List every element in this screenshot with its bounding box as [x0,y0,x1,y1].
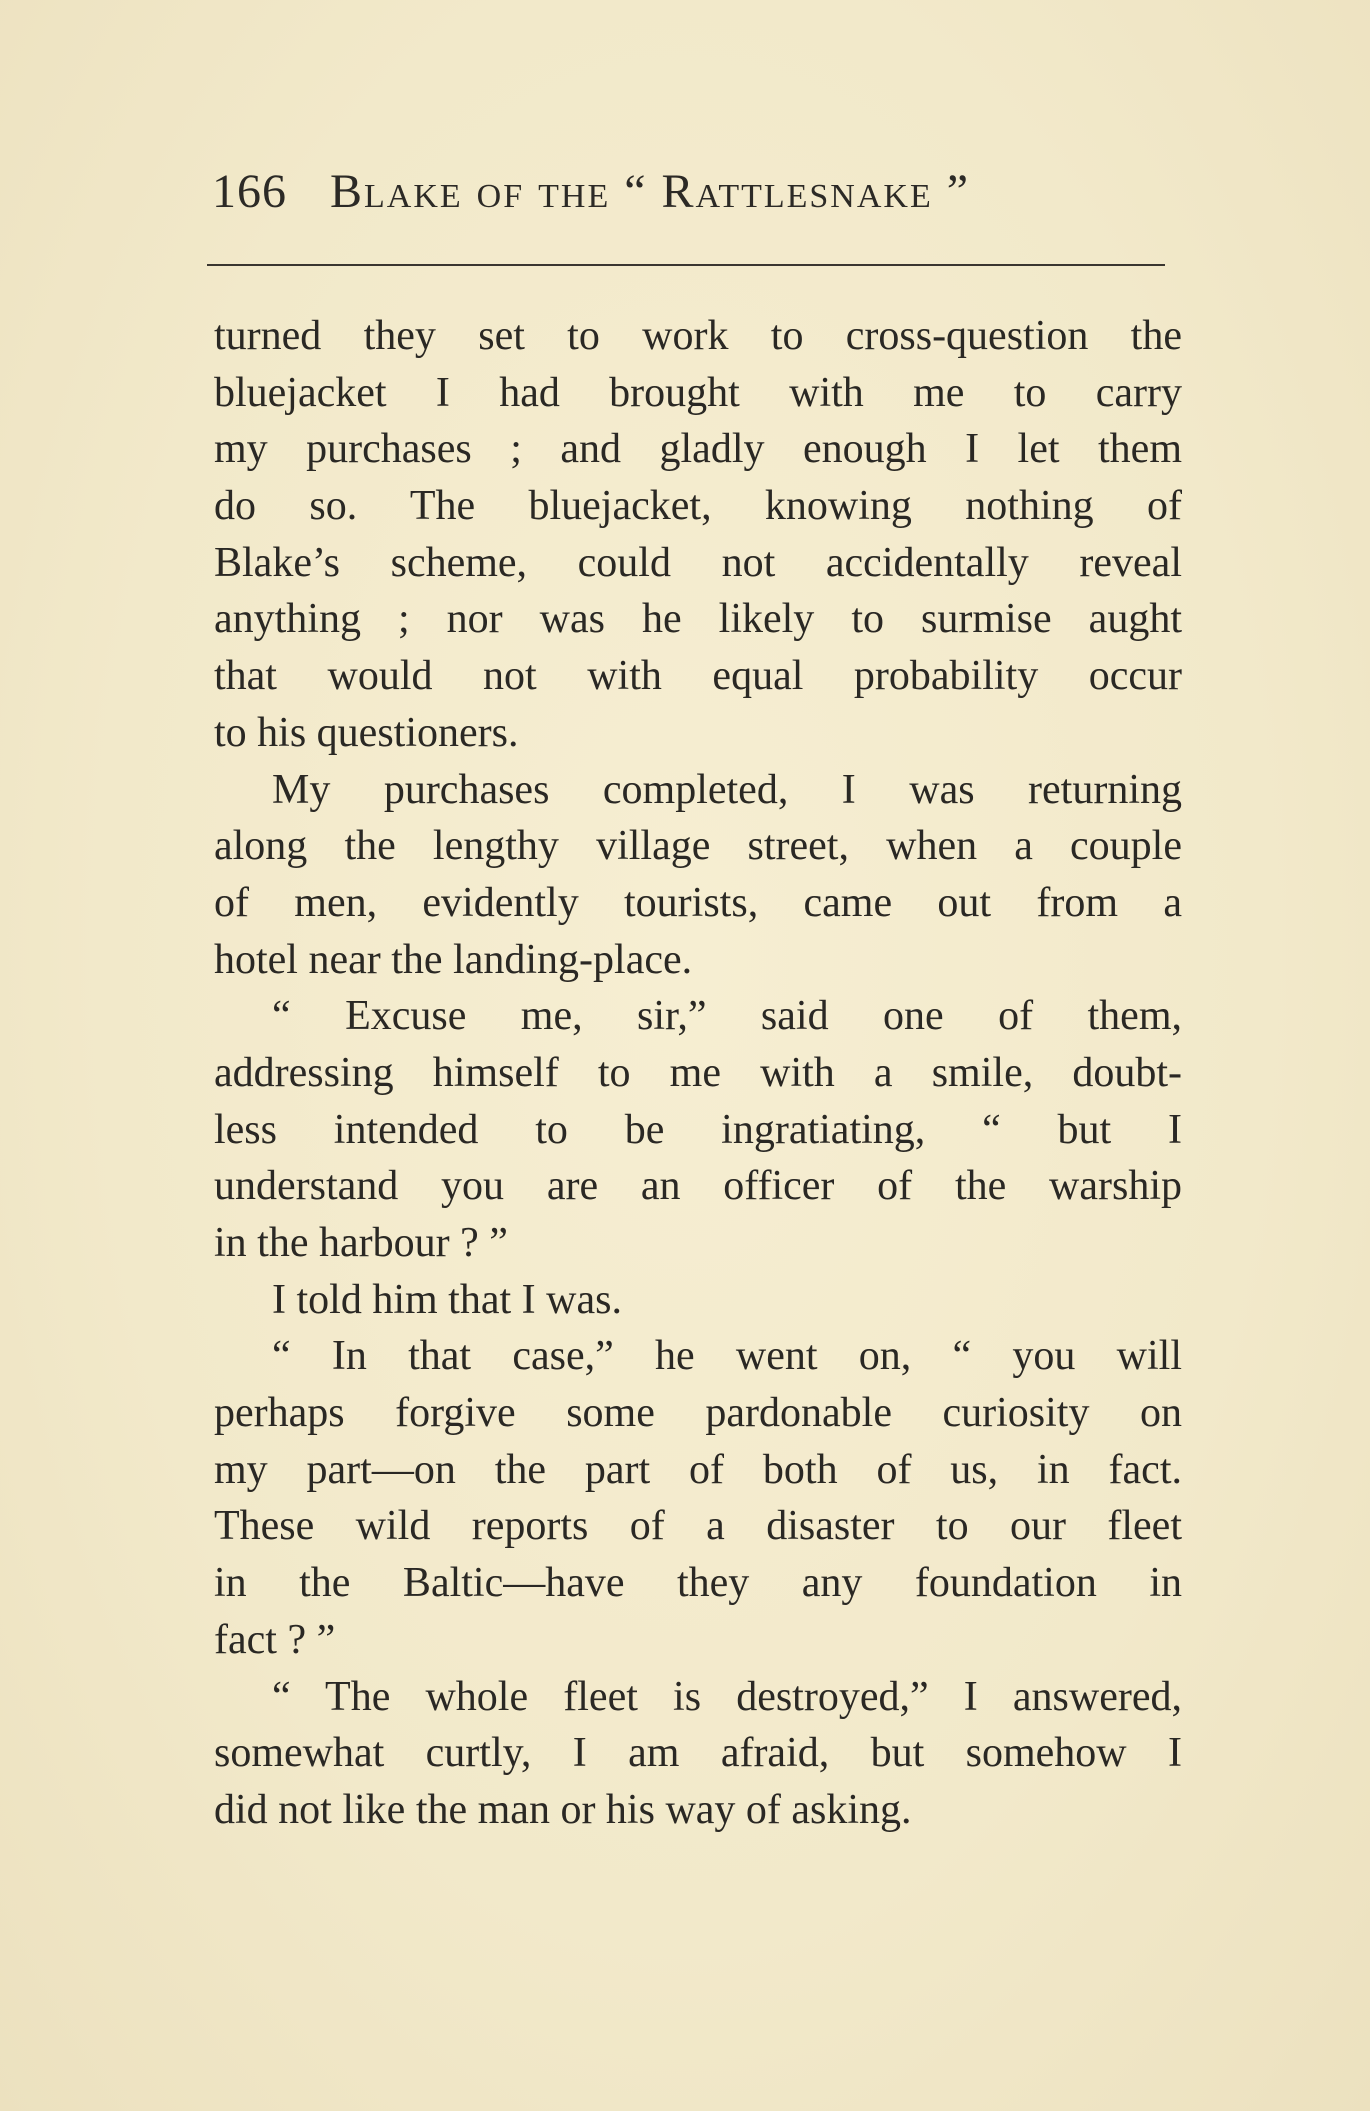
text-line: Blake’s scheme, could not accidentally reveal [214,539,1182,586]
running-head [212,164,1192,234]
text-line: “ The whole fleet is destroyed,” I answered, [272,1673,1182,1720]
text-line: my purchases ; and gladly enough I let them [214,426,1182,473]
text-line: “ Excuse me, sir,” said one of them, [272,993,1182,1040]
text-line: perhaps forgive some pardonable curiosity on [214,1390,1182,1437]
text-line: My purchases completed, I was returning [272,766,1182,813]
text-line: anything ; nor was he likely to surmise aught [214,596,1182,643]
running-title: Blake of the “ Rattlesnake ” [330,165,971,218]
text-line: in the harbour ? ” [214,1220,508,1266]
text-line: along the lengthy village street, when a couple [214,823,1182,870]
page-number: 166 [212,165,287,218]
text-line: do so. The bluejacket, knowing nothing of [214,483,1182,530]
text-line: “ In that case,” he went on, “ you will [272,1333,1182,1380]
text-line: addressing himself to me with a smile, doubt- [214,1049,1182,1096]
text-line: that would not with equal probability occur [214,653,1182,700]
text-line: I told him that I was. [272,1276,622,1323]
text-line: did not like the man or his way of asking. [214,1786,912,1833]
text-line: hotel near the landing-place. [214,936,693,983]
text-line: in the Baltic—have they any foundation in [214,1560,1182,1607]
text-line: understand you are an officer of the warship [214,1163,1182,1210]
text-line: turned they set to work to cross-question the [214,313,1182,359]
header-rule [207,264,1165,266]
text-line: somewhat curtly, I am afraid, but somehow I [214,1730,1182,1777]
text-line: fact ? ” [214,1616,336,1663]
text-line: of men, evidently tourists, came out from a [214,879,1182,926]
text-line: less intended to be ingratiating, “ but I [214,1106,1182,1153]
text-line: to his questioners. [214,709,519,756]
text-line: These wild reports of a disaster to our fleet [214,1503,1182,1550]
text-line: bluejacket I had brought with me to carry [214,369,1182,416]
text-line: my part—on the part of both of us, in fact. [214,1446,1182,1493]
body-text [214,308,1182,1839]
